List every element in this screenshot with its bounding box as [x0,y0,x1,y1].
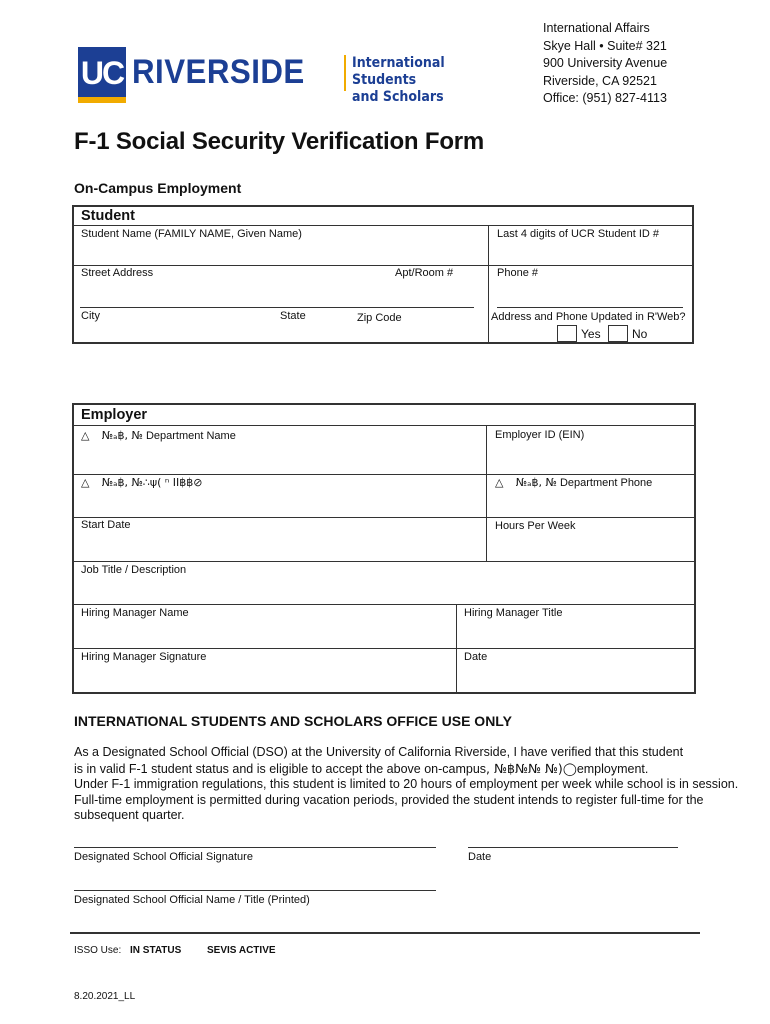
address-line: Office: (951) 827-4113 [543,91,667,105]
logo-divider [344,55,346,91]
start-date-field[interactable] [74,533,484,560]
department-name-field[interactable] [74,443,484,473]
department-wordmark [352,55,445,106]
street-address-label: Street Address [81,267,154,279]
dept-name-text: Department Name [145,430,236,442]
department-address-field[interactable] [74,490,484,516]
hiring-manager-signature-label: Hiring Manager Signature [81,651,207,663]
phone-field[interactable] [490,281,692,307]
divider [74,425,694,426]
divider [456,604,457,692]
divider [74,474,694,475]
hiring-manager-title-field[interactable] [458,621,694,647]
divider [74,648,694,649]
dso-name-line [74,890,436,891]
dept-phone-text: Department Phone [559,477,653,489]
statement-line: Full-time employment is permitted during vacation periods, provided the student intends to register full-time for the [74,792,704,807]
in-status-label: IN STATUS [130,945,182,956]
dso-signature-field[interactable] [74,825,436,847]
divider [486,425,487,561]
department-name-label [81,429,236,443]
glyph-text: △ [495,476,504,489]
student-name-label: Student Name (FAMILY NAME, Given Name) [81,228,302,240]
divider [74,561,694,562]
form-version: 8.20.2021_LL [74,991,136,1002]
hiring-manager-date-label: Date [464,651,488,663]
student-id-field[interactable] [490,243,692,265]
job-title-label: Job Title / Description [81,564,187,576]
dso-date-field[interactable] [468,825,678,847]
underline [497,307,683,308]
isso-use-label: ISSO Use: [74,945,122,956]
hours-per-week-field[interactable] [488,533,694,560]
hiring-manager-name-field[interactable] [74,621,454,647]
student-id-label: Last 4 digits of UCR Student ID # [497,228,660,240]
divider [74,604,694,605]
statement-line: subsequent quarter. [74,808,185,822]
sevis-active-label: SEVIS ACTIVE [207,945,276,956]
department-address-label [81,476,203,490]
ucr-logo [78,47,445,105]
office-address [543,20,667,108]
uc-logo-text: UC [80,55,124,91]
hiring-manager-name-label: Hiring Manager Name [81,607,189,619]
city-state-zip-field[interactable] [74,324,486,342]
underline [80,307,474,308]
apt-room-label: Apt/Room # [395,267,454,279]
dept-line-2: and Scholars [352,89,444,105]
form-subtitle: On-Campus Employment [74,180,242,196]
ein-field[interactable] [488,443,694,473]
statement-line: As a Designated School Official (DSO) at the University of California Riverside, I have verified that this student [74,745,684,759]
glyph-text: △ [81,429,90,442]
city-label: City [81,310,100,322]
student-heading: Student [81,208,135,224]
street-address-field[interactable] [74,281,474,307]
no-label: No [632,327,648,341]
statement-line: is in valid F-1 student status and is eligible to accept the above on-campus, №฿№№ №)◯employment. [74,760,649,776]
glyph-text: , №฿№№ №) [486,760,563,776]
department-phone-field[interactable] [488,490,694,516]
address-line: Skye Hall • Suite# 321 [543,38,667,53]
glyph-text: №ₐ฿, № [515,476,557,489]
statement-text: employment. [576,761,649,776]
uc-logo-accent [78,97,126,103]
dept-line-1: International Students [352,55,445,88]
riverside-wordmark: RIVERSIDE [132,53,305,91]
office-use-heading: INTERNATIONAL STUDENTS AND SCHOLARS OFFICE USE ONLY [74,713,512,729]
footer-rule [70,932,700,934]
start-date-label: Start Date [81,519,131,531]
statement-line: Under F-1 immigration regulations, this student is limited to 20 hours of employment per week while school is in session. [74,777,739,791]
student-name-field[interactable] [74,243,486,265]
hiring-manager-date-field[interactable] [458,665,694,691]
divider [74,265,692,266]
address-line: International Affairs [543,21,650,35]
dso-signature-label: Designated School Official Signature [74,851,253,863]
statement-text: is in valid F-1 student status and is eligible to accept the above on-campus [74,761,487,776]
dso-statement [74,745,754,824]
hours-per-week-label: Hours Per Week [495,520,576,532]
hiring-manager-title-label: Hiring Manager Title [464,607,563,619]
divider [488,225,489,342]
no-checkbox[interactable] [608,325,628,342]
divider [74,517,694,518]
yes-label: Yes [581,327,601,341]
ein-label: Employer ID (EIN) [495,429,585,441]
department-phone-label [495,476,652,490]
dso-name-field[interactable] [74,868,436,890]
job-title-field[interactable] [74,578,694,604]
phone-label: Phone # [497,267,538,279]
yes-checkbox[interactable] [557,325,577,342]
dso-date-line [468,847,678,848]
form-title: F-1 Social Security Verification Form [74,128,485,155]
glyph-text: △ [81,476,90,489]
address-line: Riverside, CA 92521 [543,73,657,88]
address-line: 900 University Avenue [543,56,668,70]
state-label: State [280,310,306,322]
dso-signature-line [74,847,436,848]
hiring-manager-signature-field[interactable] [74,665,454,691]
glyph-text: №ₐ฿, №∴ψ( ⁿ ⅠⅠ฿฿⊘ [101,476,203,489]
glyph-text: №ₐ฿, № [101,429,143,442]
address-updated-label: Address and Phone Updated in R'Web? [491,311,686,323]
zip-code-label: Zip Code [357,312,402,324]
dso-name-label: Designated School Official Name / Title (Printed) [74,894,310,906]
divider [74,225,692,226]
employer-heading: Employer [81,407,148,423]
dso-date-label: Date [468,851,492,863]
